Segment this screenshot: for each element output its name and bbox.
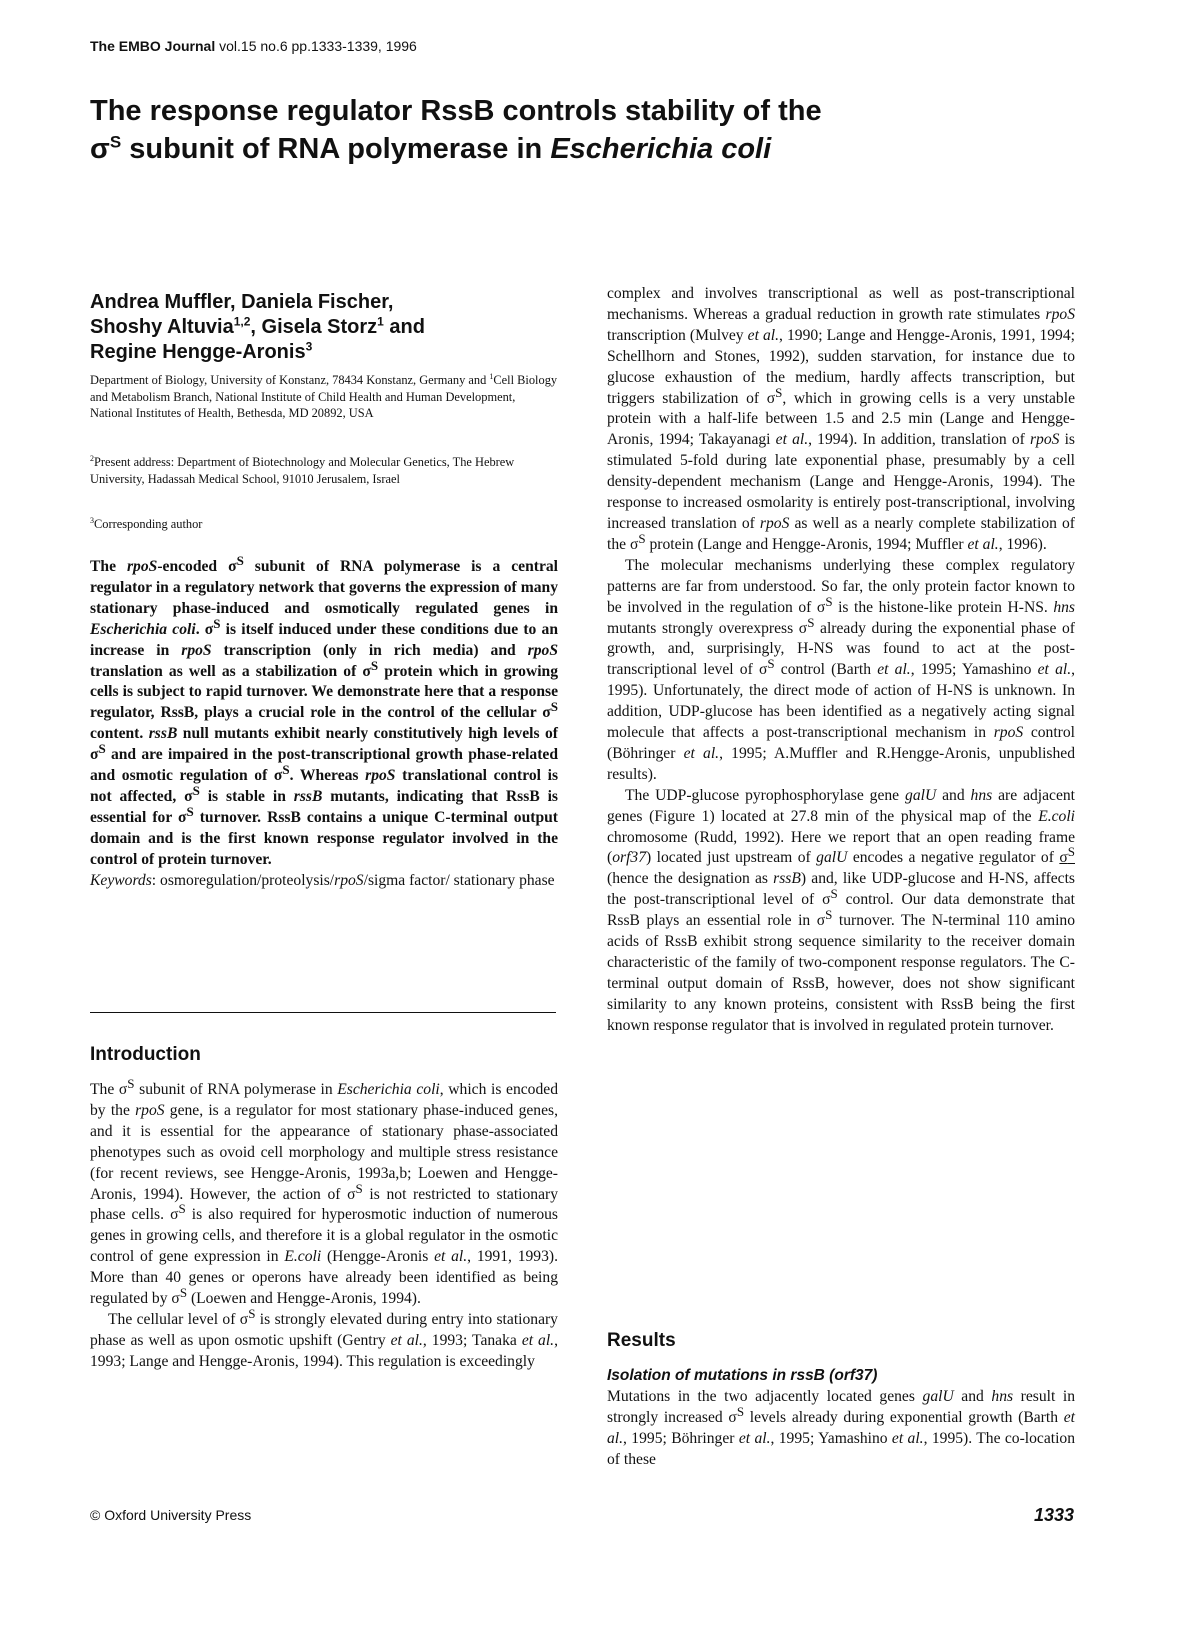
- introduction-heading: Introduction: [90, 1044, 201, 1065]
- title-organism: Escherichia coli: [550, 133, 772, 165]
- introduction-body: [90, 1075, 558, 1373]
- author-sup: 1: [377, 314, 384, 329]
- keywords-text: : osmoregulation/proteolysis/rpoS/sigma factor/ stationary phase: [151, 871, 555, 889]
- affiliation-sup: 2: [90, 453, 94, 463]
- results-heading: Results: [607, 1330, 676, 1351]
- right-paragraph-2: The molecular mechanisms underlying these complex regulatory patterns are far from understood. So far, the only protein factor known to be involved in the regulation of $\sigma^S$ is the histone-like protein H-NS. hns mutants strongly overexpress $\sigma^S$ already during the exponential phase of growth, and, surprisingly, H-NS was found to act at the post-transcriptional level of $\sigma^S$ control (Barth et al., 1995; Yamashino et al., 1995). Unfortunately, the direct mode of action of H-NS is unknown. In addition, UDP-glucose has been identified as a negatively acting signal molecule that affects a post-transcriptional mechanism in rpoS control (Böhringer et al., 1995; A.Muffler and R.Hengge-Aronis, unpublished results).: [607, 556, 1075, 783]
- results-body: [607, 1387, 1075, 1471]
- journal-name: The EMBO Journal: [90, 38, 216, 54]
- abstract-block: [90, 552, 559, 892]
- results-subheading: Isolation of mutations in rssB (orf37): [607, 1367, 878, 1384]
- author-hengge-aronis: Regine Hengge-Aronis: [90, 341, 306, 363]
- introduction-paragraph-1: The $\sigma^S$ subunit of RNA polymerase in Escherichia coli, which is encoded by the rpoS gene, is a regulator for most stationary phase-induced genes, and it is essential for the appearance of stationary phase-associated phenotypes such as ovoid cell morphology and multiple stress resistance (for recent reviews, see Hengge-Aronis, 1993a,b; Loewen and Hengge-Aronis, 1994). However, the action of $\sigma^S$ is not restricted to stationary phase cells. $\sigma^S$ is also required for hyperosmotic induction of numerous genes in growing cells, and therefore it is a global regulator in the osmotic control of gene expression in E.coli (Hengge-Aronis et al., 1991, 1993). More than 40 genes or operons have already been identified as being regulated by $\sigma^S$ (Loewen and Hengge-Aronis, 1994).: [90, 1075, 558, 1308]
- author-sup: 3: [305, 339, 313, 354]
- affiliation-text: Present address: Department of Biotechnology and Molecular Genetics, The Hebrew University, Hadassah Medical School, 91010 Jerusalem, Israel: [90, 455, 515, 486]
- affiliation-main: [90, 372, 560, 422]
- abstract-divider: [90, 1012, 556, 1013]
- title-line-2: subunit of RNA polymerase in: [121, 133, 551, 165]
- affiliation-text: Corresponding author: [94, 517, 203, 531]
- right-column-body: [607, 284, 1075, 1037]
- author-storz: , Gisela Storz: [250, 316, 378, 338]
- title-sigma-sup: S: [109, 132, 122, 152]
- right-paragraph-1: complex and involves transcriptional as well as post-transcriptional mechanisms. Whereas a gradual reduction in growth rate stimulates rpoS transcription (Mulvey et al., 1990; Lange and Hengge-Aronis, 1991, 1994; Schellhorn and Stones, 1992), sudden starvation, for instance due to glucose exhaustion of the medium, hardly affects transcription, but triggers stabilization of $\sigma^S$, which in growing cells is a very unstable protein with a half-life between 1.5 and 2.5 min (Lange and Hengge-Aronis, 1994; Takayanagi et al., 1994). In addition, translation of rpoS is stimulated 5-fold during late exponential phase, presumably by a cell density-dependent mechanism (Lange and Hengge-Aronis, 1994). The response to increased osmolarity is entirely post-transcriptional, involving increased translation of rpoS as well as a nearly complete stabilization of the $\sigma^S$ protein (Lange and Hengge-Aronis, 1994; Muffler et al., 1996).: [607, 285, 1075, 553]
- introduction-paragraph-2: The cellular level of $\sigma^S$ is strongly elevated during entry into stationary phase as well as upon osmotic upshift (Gentry et al., 1993; Tanaka et al., 1993; Lange and Hengge-Aronis, 1994). This regulation is exceedingly: [90, 1305, 558, 1370]
- keywords-label: Keywords: [90, 871, 152, 889]
- affiliation-present: [90, 454, 560, 487]
- journal-volume: vol.15 no.6 pp.1333-1339, 1996: [219, 38, 417, 54]
- author-list: [90, 290, 560, 365]
- results-paragraph-1: Mutations in the two adjacently located genes galU and hns result in strongly increased $\sigma^S$ levels already during exponential growth (Barth et al., 1995; Böhringer et al., 1995; Yamashino et al., 1995). The co-location of these: [607, 1388, 1076, 1468]
- title-sigma: σ: [90, 133, 110, 165]
- publisher-copyright: © Oxford University Press: [90, 1507, 252, 1523]
- keywords: [90, 871, 558, 892]
- title-line-1: The response regulator RssB controls stability of the: [90, 95, 822, 127]
- author-altuvia: Shoshy Altuvia: [90, 316, 234, 338]
- abstract: The rpoS-encoded $\sigma^S$ subunit of RNA polymerase is a central regulator in a regulatory network that governs the expression of many stationary phase-induced and osmotically regulated genes in Escherichia coli. $\sigma^S$ is itself induced under these conditions due to an increase in rpoS transcription (only in rich media) and rpoS translation as well as a stabilization of $\sigma^S$ protein which in growing cells is subject to rapid turnover. We demonstrate here that a response regulator, RssB, plays a crucial role in the control of the cellular $\sigma^S$ content. rssB null mutants exhibit nearly constitutively high levels of $\sigma^S$ and are impaired in the post-transcriptional growth phase-related and osmotic regulation of $\sigma^S$. Whereas rpoS translational control is not affected, $\sigma^S$ is stable in rssB mutants, indicating that RssB is essential for $\sigma^S$ turnover. RssB contains a unique C-terminal output domain and is the first known response regulator involved in the control of protein turnover.: [90, 552, 559, 868]
- page-number: 1333: [1033, 1505, 1074, 1525]
- author-line-1: Andrea Muffler, Daniela Fischer,: [90, 291, 394, 313]
- affiliation-text: Department of Biology, University of Konstanz, 78434 Konstanz, Germany and: [90, 373, 490, 387]
- journal-citation: [90, 38, 417, 54]
- affiliation-sup: 1: [489, 371, 494, 381]
- corresponding-author: [90, 516, 560, 533]
- affiliation-text: Cell Biology and Metabolism Branch, National Institute of Child Health and Human Development, National Institutes of Health, Bethesda, MD 20892, USA: [90, 373, 558, 421]
- affiliation-sup: 3: [90, 515, 94, 525]
- right-paragraph-3: The UDP-glucose pyrophosphorylase gene galU and hns are adjacent genes (Figure 1) located at 27.8 min of the physical map of the E.coli chromosome (Rudd, 1992). Here we report that an open reading frame (orf37) located just upstream of galU encodes a negative regulator of $\sigma^S$ (hence the designation as rssB) and, like UDP-glucose and H-NS, affects the post-transcriptional level of $\sigma^S$ control. Our data demonstrate that RssB plays an essential role in $\sigma^S$ turnover. The N-terminal 110 amino acids of RssB exhibit strong sequence similarity to the receiver domain characteristic of the family of two-component response regulators. The C-terminal output domain of RssB, however, does not show significant similarity to any known proteins, consistent with RssB being the first known response regulator that is involved in regulated protein turnover.: [607, 786, 1076, 1034]
- author-sup: 1,2: [233, 314, 251, 329]
- author-and: and: [383, 316, 425, 338]
- article-title: [90, 92, 1130, 168]
